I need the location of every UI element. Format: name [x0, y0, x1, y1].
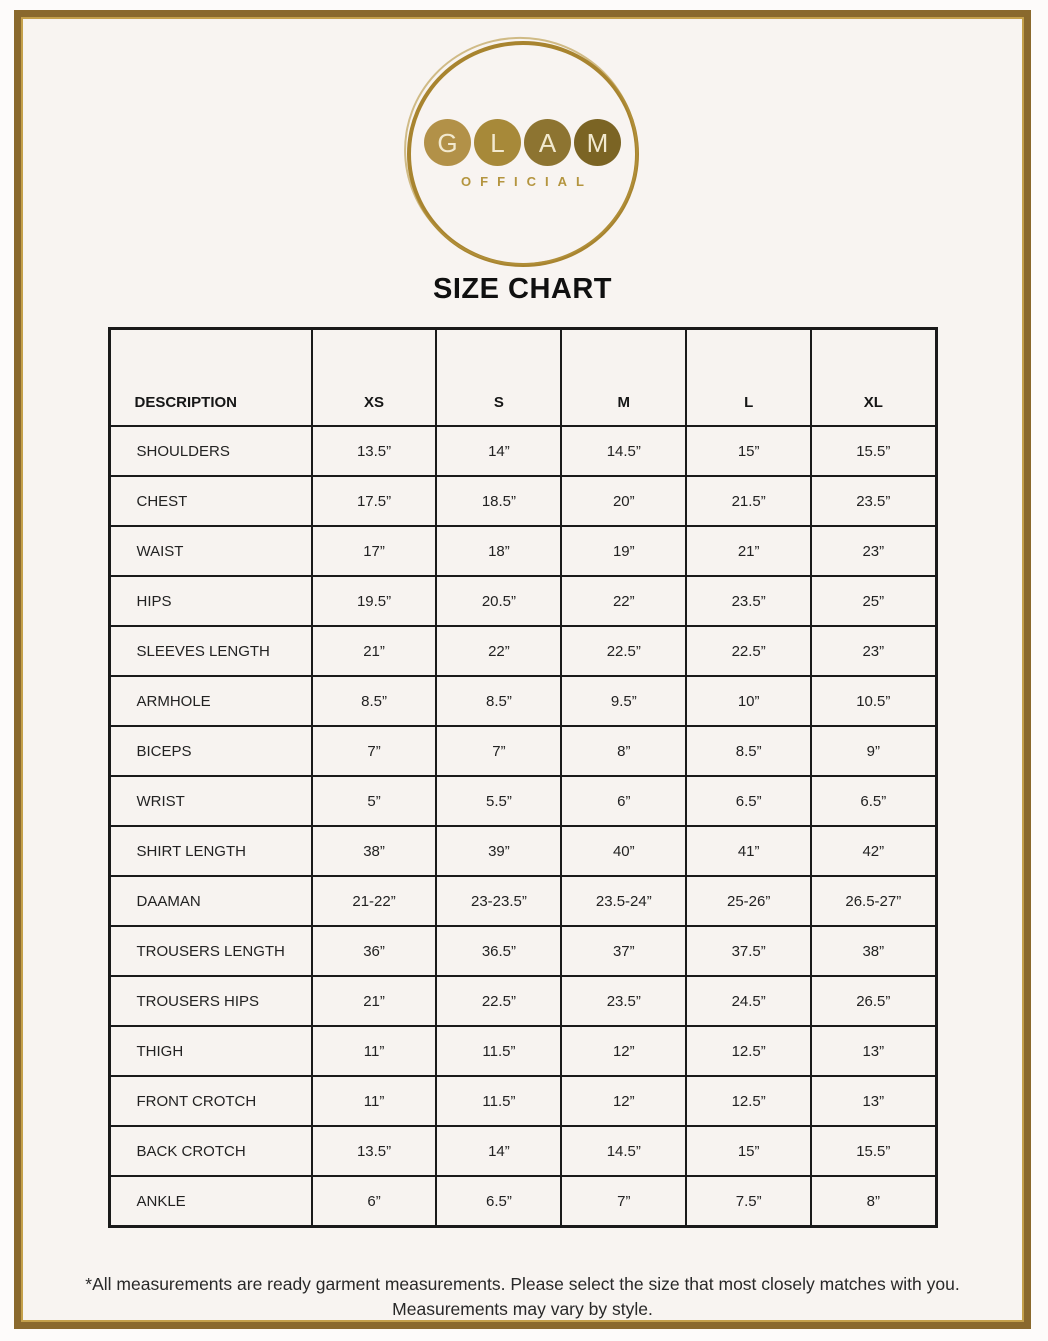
measurement-cell: 7.5” [686, 1176, 811, 1227]
measurement-cell: 6.5” [686, 776, 811, 826]
row-label: SHIRT LENGTH [109, 826, 312, 876]
measurement-cell: 7” [436, 726, 561, 776]
measurement-cell: 23.5” [686, 576, 811, 626]
measurement-cell: 38” [312, 826, 437, 876]
measurement-cell: 23” [811, 626, 936, 676]
measurement-cell: 25-26” [686, 876, 811, 926]
measurement-cell: 22.5” [436, 976, 561, 1026]
measurement-cell: 12.5” [686, 1076, 811, 1126]
logo-letter-a: A [524, 119, 571, 166]
size-table-body [109, 426, 936, 1227]
brand-logo [21, 41, 1024, 267]
table-row [109, 1076, 936, 1126]
row-label: WAIST [109, 526, 312, 576]
measurement-cell: 23” [811, 526, 936, 576]
logo-letter-g: G [424, 119, 471, 166]
measurement-cell: 13” [811, 1026, 936, 1076]
row-label: ANKLE [109, 1176, 312, 1227]
footnote [68, 1272, 978, 1322]
table-row [109, 926, 936, 976]
table-row [109, 576, 936, 626]
measurement-cell: 39” [436, 826, 561, 876]
row-label: BACK CROTCH [109, 1126, 312, 1176]
measurement-cell: 11.5” [436, 1076, 561, 1126]
measurement-cell: 17.5” [312, 476, 437, 526]
row-label: TROUSERS HIPS [109, 976, 312, 1026]
measurement-cell: 38” [811, 926, 936, 976]
table-row [109, 776, 936, 826]
row-label: WRIST [109, 776, 312, 826]
measurement-cell: 11.5” [436, 1026, 561, 1076]
column-header-description: DESCRIPTION [109, 329, 312, 427]
measurement-cell: 12.5” [686, 1026, 811, 1076]
measurement-cell: 5” [312, 776, 437, 826]
measurement-cell: 19” [561, 526, 686, 576]
row-label: SLEEVES LENGTH [109, 626, 312, 676]
row-label: HIPS [109, 576, 312, 626]
measurement-cell: 10” [686, 676, 811, 726]
column-header-l: L [686, 329, 811, 427]
row-label: TROUSERS LENGTH [109, 926, 312, 976]
measurement-cell: 36.5” [436, 926, 561, 976]
measurement-cell: 18” [436, 526, 561, 576]
measurement-cell: 20” [561, 476, 686, 526]
measurement-cell: 22” [561, 576, 686, 626]
table-row [109, 476, 936, 526]
footnote-line-1: *All measurements are ready garment measurements. Please select the size that most closely matches with you. [85, 1274, 960, 1294]
measurement-cell: 37.5” [686, 926, 811, 976]
table-row [109, 826, 936, 876]
measurement-cell: 22.5” [561, 626, 686, 676]
measurement-cell: 8.5” [312, 676, 437, 726]
measurement-cell: 6” [561, 776, 686, 826]
measurement-cell: 15.5” [811, 1126, 936, 1176]
measurement-cell: 6” [312, 1176, 437, 1227]
table-row [109, 1026, 936, 1076]
measurement-cell: 37” [561, 926, 686, 976]
measurement-cell: 20.5” [436, 576, 561, 626]
measurement-cell: 12” [561, 1076, 686, 1126]
measurement-cell: 11” [312, 1026, 437, 1076]
measurement-cell: 23-23.5” [436, 876, 561, 926]
measurement-cell: 7” [561, 1176, 686, 1227]
measurement-cell: 6.5” [811, 776, 936, 826]
header-row [109, 329, 936, 427]
table-row [109, 626, 936, 676]
logo-letters [424, 119, 621, 166]
measurement-cell: 6.5” [436, 1176, 561, 1227]
row-label: SHOULDERS [109, 426, 312, 476]
measurement-cell: 21.5” [686, 476, 811, 526]
measurement-cell: 13” [811, 1076, 936, 1126]
measurement-cell: 22.5” [686, 626, 811, 676]
row-label: ARMHOLE [109, 676, 312, 726]
measurement-cell: 23.5” [811, 476, 936, 526]
measurement-cell: 15.5” [811, 426, 936, 476]
table-row [109, 1126, 936, 1176]
measurement-cell: 24.5” [686, 976, 811, 1026]
logo-letter-m: M [574, 119, 621, 166]
measurement-cell: 23.5” [561, 976, 686, 1026]
measurement-cell: 22” [436, 626, 561, 676]
measurement-cell: 21” [312, 976, 437, 1026]
row-label: DAAMAN [109, 876, 312, 926]
measurement-cell: 14” [436, 1126, 561, 1176]
table-row [109, 426, 936, 476]
row-label: THIGH [109, 1026, 312, 1076]
table-row [109, 976, 936, 1026]
page-title: SIZE CHART [433, 273, 612, 305]
measurement-cell: 15” [686, 1126, 811, 1176]
table-row [109, 526, 936, 576]
table-row [109, 876, 936, 926]
measurement-cell: 8.5” [436, 676, 561, 726]
table-row [109, 726, 936, 776]
measurement-cell: 41” [686, 826, 811, 876]
row-label: FRONT CROTCH [109, 1076, 312, 1126]
measurement-cell: 14” [436, 426, 561, 476]
measurement-cell: 17” [312, 526, 437, 576]
measurement-cell: 18.5” [436, 476, 561, 526]
measurement-cell: 13.5” [312, 426, 437, 476]
column-header-s: S [436, 329, 561, 427]
measurement-cell: 12” [561, 1026, 686, 1076]
measurement-cell: 8” [811, 1176, 936, 1227]
measurement-cell: 23.5-24” [561, 876, 686, 926]
measurement-cell: 25” [811, 576, 936, 626]
measurement-cell: 11” [312, 1076, 437, 1126]
measurement-cell: 36” [312, 926, 437, 976]
measurement-cell: 21” [686, 526, 811, 576]
measurement-cell: 14.5” [561, 426, 686, 476]
measurement-cell: 8.5” [686, 726, 811, 776]
measurement-cell: 9.5” [561, 676, 686, 726]
measurement-cell: 15” [686, 426, 811, 476]
footnote-line-2: Measurements may vary by style. [392, 1298, 653, 1319]
measurement-cell: 42” [811, 826, 936, 876]
table-row [109, 1176, 936, 1227]
measurement-cell: 8” [561, 726, 686, 776]
measurement-cell: 14.5” [561, 1126, 686, 1176]
measurement-cell: 19.5” [312, 576, 437, 626]
measurement-cell: 5.5” [436, 776, 561, 826]
measurement-cell: 26.5-27” [811, 876, 936, 926]
row-label: CHEST [109, 476, 312, 526]
column-header-xl: XL [811, 329, 936, 427]
row-label: BICEPS [109, 726, 312, 776]
size-chart-table [108, 327, 938, 1228]
measurement-cell: 9” [811, 726, 936, 776]
measurement-cell: 10.5” [811, 676, 936, 726]
gold-frame [14, 10, 1031, 1329]
measurement-cell: 26.5” [811, 976, 936, 1026]
logo-letter-l: L [474, 119, 521, 166]
measurement-cell: 40” [561, 826, 686, 876]
measurement-cell: 21” [312, 626, 437, 676]
measurement-cell: 13.5” [312, 1126, 437, 1176]
measurement-cell: 7” [312, 726, 437, 776]
measurement-cell: 21-22” [312, 876, 437, 926]
column-header-xs: XS [312, 329, 437, 427]
logo-subtitle: OFFICIAL [461, 174, 593, 189]
table-row [109, 676, 936, 726]
logo-ring [407, 41, 639, 267]
column-header-m: M [561, 329, 686, 427]
